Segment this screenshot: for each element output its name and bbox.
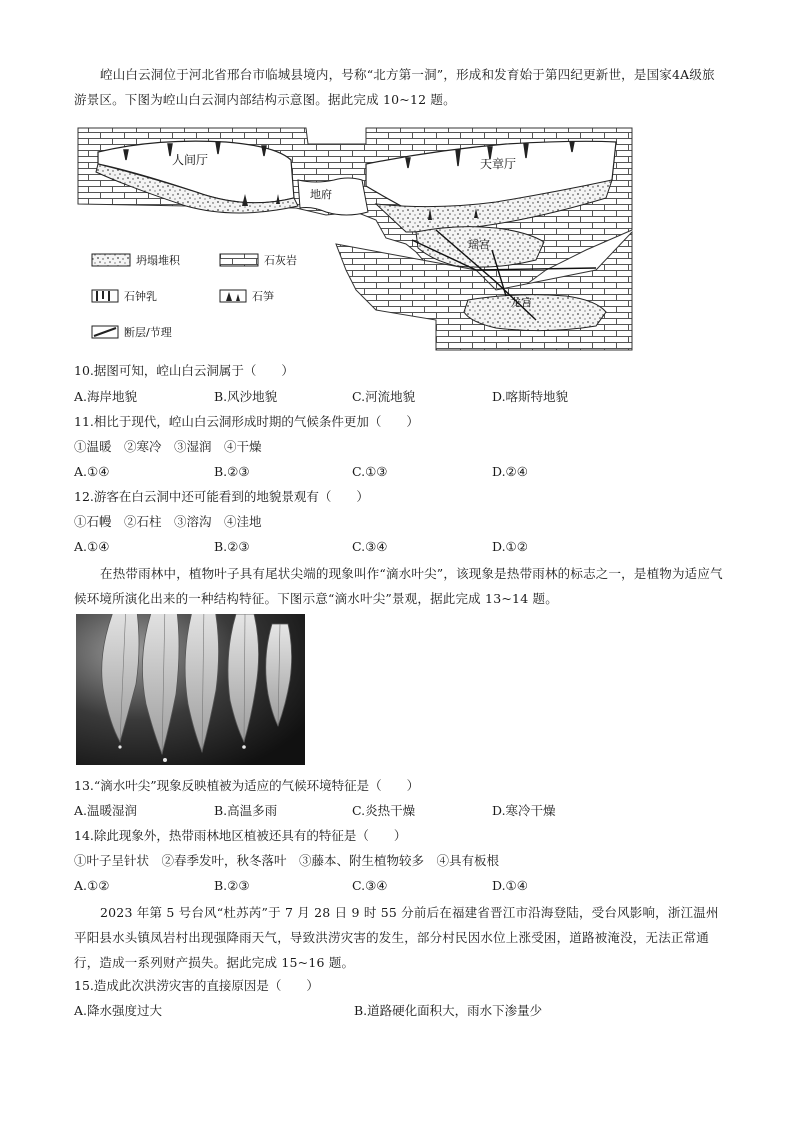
passage-typhoon: 2023 年第 5 号台风“杜苏芮”于 7 月 28 日 9 时 55 分前后在福建省晋江市沿海登陆，受台风影响，浙江温州平阳县水头镇凤岩村出现强降雨天气，导致洪涝灾害的发生，部分村民因水位上涨受困，道路被淹没，无法正常通行，造成一系列财产损失。据此完成 15~16 题。 — [74, 905, 719, 970]
cave-structure-diagram — [76, 120, 636, 352]
q11-option-c[interactable]: C.①③ — [352, 464, 388, 479]
label-tianzhang: 天章厅 — [480, 157, 517, 171]
q10-option-a[interactable]: A.海岸地貌 — [74, 389, 138, 404]
q13-option-d[interactable]: D.寒冷干燥 — [492, 803, 556, 818]
q14-option-b[interactable]: B.②③ — [214, 878, 250, 893]
q14-option-a[interactable]: A.①② — [74, 878, 110, 893]
legend-collapse: 坍塌堆积 — [136, 254, 180, 267]
label-longgong: 龙宫 — [510, 296, 532, 309]
q14-option-d[interactable]: D.①④ — [492, 878, 528, 893]
q13-option-a[interactable]: A.温暖湿润 — [74, 803, 138, 818]
q11-option-d[interactable]: D.②④ — [492, 464, 528, 479]
label-difu: 地府 — [310, 188, 332, 201]
q12-option-d[interactable]: D.①② — [492, 539, 528, 554]
q12-option-a[interactable]: A.①④ — [74, 539, 110, 554]
q13-option-c[interactable]: C.炎热干燥 — [352, 803, 416, 818]
q12-option-c[interactable]: C.③④ — [352, 539, 388, 554]
q13-option-b[interactable]: B.高温多雨 — [214, 803, 278, 818]
legend-stalagmite: 石笋 — [252, 290, 274, 303]
legend-stalactite: 石钟乳 — [124, 290, 157, 303]
passage-drip-tip: 在热带雨林中，植物叶子具有尾状尖端的现象叫作“滴水叶尖”，该现象是热带雨林的标志之一，是植物为适应气候环境所演化出来的一种结构特征。下图示意“滴水叶尖”景观，据此完成 13~14 题。 — [74, 566, 723, 606]
q11-stem: 11.相比于现代，崆山白云洞形成时期的气候条件更加（ ） — [74, 414, 419, 429]
label-yaogong: 瑶宫 — [468, 238, 490, 251]
q11-items: ①温暖 ②寒冷 ③湿润 ④干燥 — [74, 439, 262, 454]
q10-option-b[interactable]: B.风沙地貌 — [214, 389, 278, 404]
q14-items: ①叶子呈针状 ②春季发叶，秋冬落叶 ③藤本、附生植物较多 ④具有板根 — [74, 853, 500, 868]
legend-fault: 断层/节理 — [124, 326, 172, 339]
passage-cave-intro: 崆山白云洞位于河北省邢台市临城县境内，号称“北方第一洞”，形成和发育始于第四纪更新世，是国家4A级旅游景区。下图为崆山白云洞内部结构示意图。据此完成 10~12 题。 — [74, 67, 715, 107]
q13-stem: 13.“滴水叶尖”现象反映植被为适应的气候环境特征是（ ） — [74, 778, 420, 793]
q12-option-b[interactable]: B.②③ — [214, 539, 250, 554]
drip-tip-leaves-photo — [76, 614, 305, 765]
legend — [92, 253, 297, 339]
q10-option-d[interactable]: D.喀斯特地貌 — [492, 389, 569, 404]
q15-stem: 15.造成此次洪涝灾害的直接原因是（ ） — [74, 978, 319, 993]
q11-option-a[interactable]: A.①④ — [74, 464, 110, 479]
q10-stem: 10.据图可知，崆山白云洞属于（ ） — [74, 363, 294, 378]
label-renjian: 人间厅 — [172, 153, 209, 167]
q14-stem: 14.除此现象外，热带雨林地区植被还具有的特征是（ ） — [74, 828, 407, 843]
q10-option-c[interactable]: C.河流地貌 — [352, 389, 416, 404]
longgong-chamber — [464, 295, 606, 331]
legend-limestone: 石灰岩 — [264, 254, 297, 267]
q12-items: ①石幔 ②石柱 ③溶沟 ④洼地 — [74, 514, 262, 529]
q15-option-b[interactable]: B.道路硬化面积大，雨水下渗量少 — [354, 1003, 543, 1018]
q14-option-c[interactable]: C.③④ — [352, 878, 388, 893]
q12-stem: 12.游客在白云洞中还可能看到的地貌景观有（ ） — [74, 489, 369, 504]
q11-option-b[interactable]: B.②③ — [214, 464, 250, 479]
q15-option-a[interactable]: A.降水强度过大 — [74, 1003, 163, 1018]
